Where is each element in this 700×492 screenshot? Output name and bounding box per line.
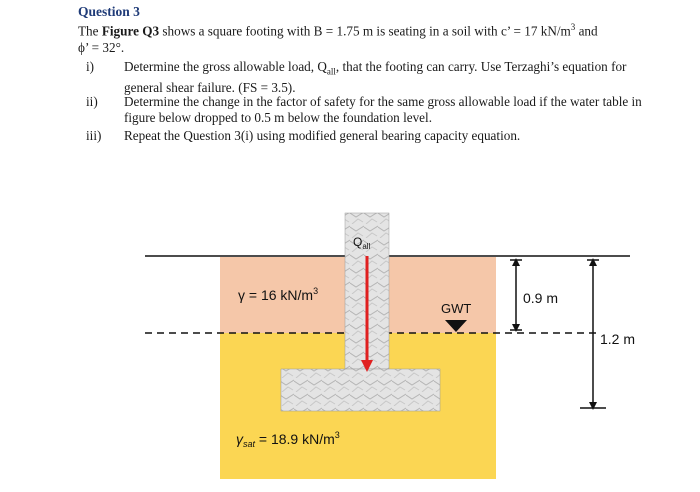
item-subscript: all — [326, 66, 336, 77]
unit-weight-label: γ = 16 $kN/m^3$ — [238, 286, 319, 303]
footing-base — [281, 369, 440, 411]
intro-exponent: 3 — [570, 22, 576, 32]
intro-text: and — [575, 23, 598, 39]
intro-text: shows a square footing with B = 1.75 m is seating in a soil with c’ = 17 kN/m — [159, 23, 571, 39]
item-text: Repeat the Question 3(i) using modified general bearing capacity equation. — [124, 128, 521, 143]
item-text-part: Determine the gross allowable load, Q — [124, 59, 327, 74]
item-number: iii) — [86, 128, 102, 143]
intro-friction-angle: ϕ’ = 32°. — [78, 40, 125, 56]
intro-text: The — [78, 23, 102, 39]
dimension-0-9-label: 0.9 m — [523, 290, 559, 306]
item-number: ii) — [86, 94, 98, 109]
load-label: $Q_{all}$ — [353, 235, 371, 251]
dimension-arrowhead — [512, 324, 520, 332]
dimension-arrowhead — [512, 258, 520, 266]
item-number: i) — [86, 59, 95, 74]
saturated-unit-weight-label: $\gamma_{sat} = 18.9$ $kN/m^3$ — [236, 430, 340, 449]
gwt-label: GWT — [441, 301, 472, 316]
item-text-part: , that the footing can carry. Use Terzaghi’s equation for general shear failure. (FS = 3.5). — [124, 59, 627, 95]
dimension-arrowhead — [589, 258, 597, 266]
question-title: Question 3 — [78, 4, 140, 19]
item-text: Determine the change in the factor of safety for the same gross allowable load if the water table in figure below dropped to 0.5 m below the foundation level. — [124, 94, 642, 125]
dimension-1-2-label: 1.2 m — [600, 331, 636, 347]
figure-reference: Figure Q3 — [101, 23, 160, 39]
dimension-arrowhead — [589, 402, 597, 410]
